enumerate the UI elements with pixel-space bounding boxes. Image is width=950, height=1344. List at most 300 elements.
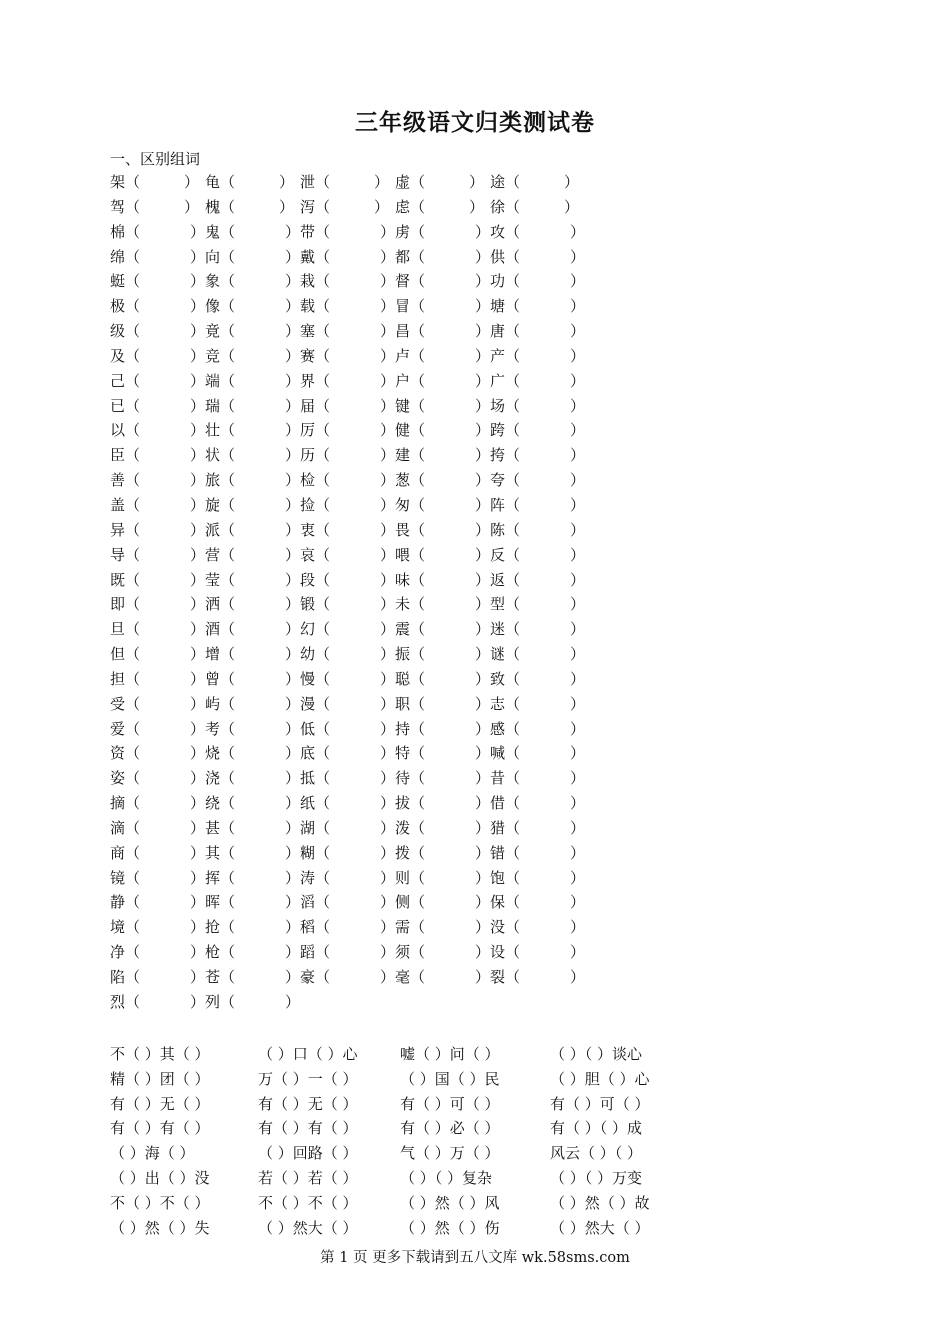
blank-close-paren[interactable]: ）	[285, 297, 301, 316]
blank-close-paren[interactable]: ）	[380, 396, 396, 415]
blank-close-paren[interactable]: ）	[475, 645, 491, 664]
page-footer: 第 1 页 更多下载请到五八文库 wk.58sms.com	[320, 1250, 630, 1266]
word-char: 纸（	[300, 794, 331, 813]
blank-close-paren[interactable]: ）	[380, 694, 396, 713]
blank-close-paren[interactable]: ）	[469, 173, 485, 191]
blank-close-paren[interactable]: ）	[285, 918, 301, 937]
blank-close-paren[interactable]: ）	[190, 595, 206, 614]
word-char: 毫（	[395, 968, 426, 986]
blank-close-paren[interactable]: ）	[570, 520, 586, 539]
blank-close-paren[interactable]: ）	[279, 197, 295, 216]
blank-close-paren[interactable]: ）	[380, 719, 396, 738]
blank-close-paren[interactable]: ）	[190, 396, 206, 415]
blank-close-paren[interactable]: ）	[285, 346, 301, 365]
idiom-blank[interactable]: 精（ ）团（ ）	[110, 1069, 210, 1088]
blank-close-paren[interactable]: ）	[570, 645, 586, 664]
word-char: 泄（	[300, 173, 331, 191]
blank-close-paren[interactable]: ）	[570, 346, 586, 365]
blank-close-paren[interactable]: ）	[285, 446, 301, 465]
word-char: 极（	[110, 297, 141, 316]
blank-close-paren[interactable]: ）	[380, 620, 396, 639]
word-char: 糊（	[300, 843, 331, 862]
word-char: 功（	[490, 272, 521, 291]
blank-close-paren[interactable]: ）	[475, 247, 491, 266]
word-char: 猎（	[490, 818, 521, 837]
blank-close-paren[interactable]: ）	[285, 222, 301, 241]
blank-close-paren[interactable]: ）	[190, 520, 206, 539]
blank-close-paren[interactable]: ）	[380, 918, 396, 937]
blank-close-paren[interactable]: ）	[285, 421, 301, 440]
blank-close-paren[interactable]: ）	[475, 272, 491, 291]
blank-close-paren[interactable]: ）	[285, 744, 301, 763]
word-char: 饱（	[490, 868, 521, 887]
blank-close-paren[interactable]: ）	[285, 471, 301, 490]
blank-close-paren[interactable]: ）	[285, 371, 301, 390]
blank-close-paren[interactable]: ）	[570, 719, 586, 738]
blank-close-paren[interactable]: ）	[475, 570, 491, 589]
blank-close-paren[interactable]: ）	[380, 421, 396, 440]
blank-close-paren[interactable]: ）	[380, 222, 396, 241]
word-char: 带（	[300, 222, 331, 241]
blank-close-paren[interactable]: ）	[380, 669, 396, 688]
blank-close-paren[interactable]: ）	[570, 421, 586, 440]
blank-close-paren[interactable]: ）	[380, 968, 396, 986]
word-char: 捡（	[300, 495, 331, 514]
idiom-blank[interactable]: （ ）然大（ ）	[258, 1218, 358, 1237]
word-char: 导（	[110, 545, 141, 564]
blank-close-paren[interactable]: ）	[190, 471, 206, 490]
blank-close-paren[interactable]: ）	[380, 570, 396, 589]
blank-close-paren[interactable]: ）	[190, 247, 206, 266]
word-char: 徐（	[490, 197, 521, 216]
idiom-blank[interactable]: （ ）然大（ ）	[550, 1218, 650, 1237]
blank-close-paren[interactable]: ）	[190, 297, 206, 316]
blank-close-paren[interactable]: ）	[374, 197, 390, 216]
word-char: 错（	[490, 843, 521, 862]
word-char: 抢（	[205, 918, 236, 937]
blank-close-paren[interactable]: ）	[475, 694, 491, 713]
blank-close-paren[interactable]: ）	[570, 918, 586, 937]
word-char: 烈（	[110, 992, 141, 1011]
blank-close-paren[interactable]: ）	[380, 645, 396, 664]
word-char: 滔（	[300, 893, 331, 912]
word-char: 特（	[395, 744, 426, 763]
blank-close-paren[interactable]: ）	[190, 371, 206, 390]
blank-close-paren[interactable]: ）	[285, 968, 301, 986]
blank-close-paren[interactable]: ）	[570, 744, 586, 763]
word-char: 味（	[395, 570, 426, 589]
blank-close-paren[interactable]: ）	[285, 669, 301, 688]
word-char: 蹈（	[300, 943, 331, 962]
blank-close-paren[interactable]: ）	[190, 918, 206, 937]
idiom-blank[interactable]: 有（ ）有（ ）	[258, 1119, 358, 1138]
word-char: 夸（	[490, 471, 521, 490]
word-char: 像（	[205, 297, 236, 316]
word-char: 镜（	[110, 868, 141, 887]
word-char: 需（	[395, 918, 426, 937]
idiom-blank[interactable]: 有（ ）无（ ）	[110, 1094, 210, 1113]
blank-close-paren[interactable]: ）	[184, 173, 200, 191]
blank-close-paren[interactable]: ）	[475, 794, 491, 813]
blank-close-paren[interactable]: ）	[285, 247, 301, 266]
idiom-blank[interactable]: 不（ ）不（ ）	[110, 1193, 210, 1212]
blank-close-paren[interactable]: ）	[380, 297, 396, 316]
blank-close-paren[interactable]: ）	[570, 669, 586, 688]
idiom-blank[interactable]: 气（ ）万（ ）	[400, 1144, 500, 1163]
word-char: 昔（	[490, 769, 521, 788]
blank-close-paren[interactable]: ）	[570, 570, 586, 589]
idiom-blank[interactable]: 不（ ）不（ ）	[258, 1193, 358, 1212]
word-char: 低（	[300, 719, 331, 738]
idiom-blank[interactable]: 有（ ）必（ ）	[400, 1119, 500, 1138]
blank-close-paren[interactable]: ）	[190, 545, 206, 564]
blank-close-paren[interactable]: ）	[570, 769, 586, 788]
blank-close-paren[interactable]: ）	[190, 421, 206, 440]
blank-close-paren[interactable]: ）	[190, 272, 206, 291]
word-char: 键（	[395, 396, 426, 415]
blank-close-paren[interactable]: ）	[475, 744, 491, 763]
word-char: 级（	[110, 322, 141, 341]
word-char: 稻（	[300, 918, 331, 937]
blank-close-paren[interactable]: ）	[570, 868, 586, 887]
idiom-blank[interactable]: （ ）然（ ）失	[110, 1218, 210, 1237]
word-char: 驾（	[110, 197, 141, 216]
word-char: 唐（	[490, 322, 521, 341]
blank-close-paren[interactable]: ）	[469, 197, 485, 216]
word-char: 摘（	[110, 794, 141, 813]
word-char: 虚（	[395, 173, 426, 191]
blank-close-paren[interactable]: ）	[380, 545, 396, 564]
word-char: 其（	[205, 843, 236, 862]
word-char: 受（	[110, 694, 141, 713]
word-char: 阵（	[490, 495, 521, 514]
word-char: 以（	[110, 421, 141, 440]
word-char: 端（	[205, 371, 236, 390]
idiom-blank[interactable]: （ ）回路（ ）	[258, 1144, 358, 1163]
blank-close-paren[interactable]: ）	[380, 595, 396, 614]
word-char: 督（	[395, 272, 426, 291]
blank-close-paren[interactable]: ）	[190, 346, 206, 365]
blank-close-paren[interactable]: ）	[564, 173, 580, 191]
word-char: 状（	[205, 446, 236, 465]
blank-close-paren[interactable]: ）	[475, 346, 491, 365]
word-char: 栽（	[300, 272, 331, 291]
word-char: 裂（	[490, 968, 521, 986]
idiom-blank[interactable]: 有（ ）有（ ）	[110, 1119, 210, 1138]
idiom-blank[interactable]: （ ）然（ ）伤	[400, 1218, 500, 1237]
blank-close-paren[interactable]: ）	[285, 818, 301, 837]
idiom-blank[interactable]: 若（ ）若（ ）	[258, 1168, 358, 1187]
blank-close-paren[interactable]: ）	[570, 595, 586, 614]
blank-close-paren[interactable]: ）	[190, 719, 206, 738]
idiom-blank[interactable]: （ ）口（ ）心	[258, 1045, 358, 1063]
word-char: 已（	[110, 396, 141, 415]
word-char: 滴（	[110, 818, 141, 837]
word-char: 赛（	[300, 346, 331, 365]
blank-close-paren[interactable]: ）	[190, 893, 206, 912]
blank-close-paren[interactable]: ）	[190, 769, 206, 788]
blank-close-paren[interactable]: ）	[570, 943, 586, 962]
blank-close-paren[interactable]: ）	[380, 520, 396, 539]
blank-close-paren[interactable]: ）	[380, 322, 396, 341]
blank-close-paren[interactable]: ）	[285, 396, 301, 415]
word-char: 瑞（	[205, 396, 236, 415]
blank-close-paren[interactable]: ）	[380, 346, 396, 365]
blank-close-paren[interactable]: ）	[570, 620, 586, 639]
blank-close-paren[interactable]: ）	[570, 222, 586, 241]
word-char: 枪（	[205, 943, 236, 962]
word-char: 届（	[300, 396, 331, 415]
blank-close-paren[interactable]: ）	[475, 818, 491, 837]
blank-close-paren[interactable]: ）	[380, 471, 396, 490]
blank-close-paren[interactable]: ）	[475, 868, 491, 887]
word-char: 曾（	[205, 669, 236, 688]
blank-close-paren[interactable]: ）	[285, 645, 301, 664]
blank-close-paren[interactable]: ）	[190, 645, 206, 664]
blank-close-paren[interactable]: ）	[475, 968, 491, 986]
blank-close-paren[interactable]: ）	[570, 794, 586, 813]
idiom-blank[interactable]: 不（ ）其（ ）	[110, 1045, 210, 1063]
word-char: 户（	[395, 371, 426, 390]
word-char: 畏（	[395, 520, 426, 539]
blank-close-paren[interactable]: ）	[475, 719, 491, 738]
blank-close-paren[interactable]: ）	[279, 173, 295, 191]
blank-close-paren[interactable]: ）	[475, 669, 491, 688]
word-char: 抵（	[300, 769, 331, 788]
blank-close-paren[interactable]: ）	[475, 769, 491, 788]
word-char: 都（	[395, 247, 426, 266]
word-char: 建（	[395, 446, 426, 465]
word-char: 象（	[205, 272, 236, 291]
blank-close-paren[interactable]: ）	[380, 943, 396, 962]
word-char: 须（	[395, 943, 426, 962]
idiom-blank[interactable]: 有（ ）（ ）成	[550, 1119, 643, 1138]
blank-close-paren[interactable]: ）	[190, 694, 206, 713]
blank-close-paren[interactable]: ）	[190, 322, 206, 341]
blank-close-paren[interactable]: ）	[570, 694, 586, 713]
blank-close-paren[interactable]: ）	[190, 818, 206, 837]
idiom-blank[interactable]: （ ）海（ ）	[110, 1144, 195, 1163]
blank-close-paren[interactable]: ）	[570, 396, 586, 415]
blank-close-paren[interactable]: ）	[475, 495, 491, 514]
blank-close-paren[interactable]: ）	[285, 992, 301, 1011]
idiom-blank[interactable]: 风云（ ）（ ）	[550, 1144, 643, 1163]
blank-close-paren[interactable]: ）	[380, 843, 396, 862]
idiom-blank[interactable]: （ ）（ ）万变	[550, 1168, 643, 1187]
blank-close-paren[interactable]: ）	[475, 297, 491, 316]
idiom-blank[interactable]: （ ）然（ ）风	[400, 1193, 500, 1212]
page-title: 三年级语文归类测试卷	[355, 109, 595, 136]
word-char: 持（	[395, 719, 426, 738]
word-char: 戴（	[300, 247, 331, 266]
word-char: 迷（	[490, 620, 521, 639]
idiom-blank[interactable]: （ ）出（ ）没	[110, 1168, 210, 1187]
blank-close-paren[interactable]: ）	[475, 545, 491, 564]
blank-close-paren[interactable]: ）	[475, 595, 491, 614]
word-char: 苍（	[205, 968, 236, 986]
blank-close-paren[interactable]: ）	[190, 570, 206, 589]
section-heading: 一、区别组词	[110, 150, 201, 168]
word-char: 虏（	[395, 222, 426, 241]
word-char: 历（	[300, 446, 331, 465]
blank-close-paren[interactable]: ）	[475, 520, 491, 539]
word-char: 担（	[110, 669, 141, 688]
blank-close-paren[interactable]: ）	[570, 843, 586, 862]
word-char: 壮（	[205, 421, 236, 440]
idiom-blank[interactable]: （ ）国（ ）民	[400, 1069, 500, 1088]
word-char: 资（	[110, 744, 141, 763]
blank-close-paren[interactable]: ）	[190, 868, 206, 887]
idiom-blank[interactable]: 万（ ）一（ ）	[258, 1069, 358, 1088]
word-char: 侧（	[395, 893, 426, 912]
word-char: 蜓（	[110, 272, 141, 291]
blank-close-paren[interactable]: ）	[380, 794, 396, 813]
blank-close-paren[interactable]: ）	[190, 495, 206, 514]
blank-close-paren[interactable]: ）	[380, 446, 396, 465]
blank-close-paren[interactable]: ）	[475, 371, 491, 390]
blank-close-paren[interactable]: ）	[190, 446, 206, 465]
blank-close-paren[interactable]: ）	[184, 197, 200, 216]
blank-close-paren[interactable]: ）	[380, 744, 396, 763]
blank-close-paren[interactable]: ）	[380, 247, 396, 266]
blank-close-paren[interactable]: ）	[475, 471, 491, 490]
blank-close-paren[interactable]: ）	[475, 620, 491, 639]
idiom-blank[interactable]: 嘘（ ）问（ ）	[400, 1045, 500, 1063]
blank-close-paren[interactable]: ）	[285, 893, 301, 912]
blank-close-paren[interactable]: ）	[475, 396, 491, 415]
blank-close-paren[interactable]: ）	[285, 620, 301, 639]
blank-close-paren[interactable]: ）	[374, 173, 390, 191]
word-char: 喊（	[490, 744, 521, 763]
blank-close-paren[interactable]: ）	[475, 843, 491, 862]
blank-close-paren[interactable]: ）	[570, 322, 586, 341]
word-char: 衷（	[300, 520, 331, 539]
blank-close-paren[interactable]: ）	[380, 371, 396, 390]
word-char: 保（	[490, 893, 521, 912]
word-char: 浇（	[205, 769, 236, 788]
word-char: 塘（	[490, 297, 521, 316]
blank-close-paren[interactable]: ）	[285, 719, 301, 738]
word-char: 型（	[490, 595, 521, 614]
blank-close-paren[interactable]: ）	[475, 222, 491, 241]
blank-close-paren[interactable]: ）	[285, 794, 301, 813]
word-char: 震（	[395, 620, 426, 639]
blank-close-paren[interactable]: ）	[475, 421, 491, 440]
word-char: 塞（	[300, 322, 331, 341]
blank-close-paren[interactable]: ）	[285, 495, 301, 514]
word-char: 虑（	[395, 197, 426, 216]
word-char: 昌（	[395, 322, 426, 341]
idiom-blank[interactable]: （ ）（ ）谈心	[550, 1045, 643, 1063]
word-char: 静（	[110, 893, 141, 912]
blank-close-paren[interactable]: ）	[190, 669, 206, 688]
word-char: 考（	[205, 719, 236, 738]
word-char: 锻（	[300, 595, 331, 614]
blank-close-paren[interactable]: ）	[564, 197, 580, 216]
word-char: 异（	[110, 520, 141, 539]
word-char: 拔（	[395, 794, 426, 813]
blank-close-paren[interactable]: ）	[570, 968, 586, 986]
word-char: 广（	[490, 371, 521, 390]
blank-close-paren[interactable]: ）	[570, 545, 586, 564]
blank-close-paren[interactable]: ）	[285, 769, 301, 788]
blank-close-paren[interactable]: ）	[570, 297, 586, 316]
blank-close-paren[interactable]: ）	[570, 272, 586, 291]
idiom-blank[interactable]: （ ）然（ ）故	[550, 1193, 650, 1212]
blank-close-paren[interactable]: ）	[285, 694, 301, 713]
idiom-blank[interactable]: 有（ ）可（ ）	[550, 1094, 650, 1113]
blank-close-paren[interactable]: ）	[570, 893, 586, 912]
blank-close-paren[interactable]: ）	[190, 992, 206, 1011]
blank-close-paren[interactable]: ）	[285, 868, 301, 887]
blank-close-paren[interactable]: ）	[570, 471, 586, 490]
blank-close-paren[interactable]: ）	[285, 843, 301, 862]
blank-close-paren[interactable]: ）	[380, 769, 396, 788]
word-char: 莹（	[205, 570, 236, 589]
blank-close-paren[interactable]: ）	[190, 222, 206, 241]
blank-close-paren[interactable]: ）	[475, 918, 491, 937]
word-char: 攻（	[490, 222, 521, 241]
word-char: 向（	[205, 247, 236, 266]
idiom-blank[interactable]: （ ）（ ）复杂	[400, 1168, 493, 1187]
blank-close-paren[interactable]: ）	[190, 843, 206, 862]
blank-close-paren[interactable]: ）	[475, 943, 491, 962]
blank-close-paren[interactable]: ）	[475, 893, 491, 912]
blank-close-paren[interactable]: ）	[570, 495, 586, 514]
blank-close-paren[interactable]: ）	[190, 968, 206, 986]
blank-close-paren[interactable]: ）	[475, 322, 491, 341]
blank-close-paren[interactable]: ）	[475, 446, 491, 465]
blank-close-paren[interactable]: ）	[190, 620, 206, 639]
word-char: 鬼（	[205, 222, 236, 241]
blank-close-paren[interactable]: ）	[570, 446, 586, 465]
word-char: 场（	[490, 396, 521, 415]
blank-close-paren[interactable]: ）	[190, 943, 206, 962]
blank-close-paren[interactable]: ）	[380, 495, 396, 514]
word-char: 底（	[300, 744, 331, 763]
blank-close-paren[interactable]: ）	[570, 371, 586, 390]
word-char: 途（	[490, 173, 521, 191]
word-char: 派（	[205, 520, 236, 539]
blank-close-paren[interactable]: ）	[285, 322, 301, 341]
blank-close-paren[interactable]: ）	[380, 893, 396, 912]
blank-close-paren[interactable]: ）	[380, 818, 396, 837]
word-char: 晖（	[205, 893, 236, 912]
blank-close-paren[interactable]: ）	[285, 595, 301, 614]
blank-close-paren[interactable]: ）	[285, 943, 301, 962]
blank-close-paren[interactable]: ）	[190, 744, 206, 763]
idiom-blank[interactable]: （ ）胆（ ）心	[550, 1069, 650, 1088]
blank-close-paren[interactable]: ）	[285, 570, 301, 589]
blank-close-paren[interactable]: ）	[380, 272, 396, 291]
word-char: 陷（	[110, 968, 141, 986]
blank-close-paren[interactable]: ）	[190, 794, 206, 813]
word-char: 产（	[490, 346, 521, 365]
word-char: 感（	[490, 719, 521, 738]
blank-close-paren[interactable]: ）	[285, 545, 301, 564]
word-char: 豪（	[300, 968, 331, 986]
blank-close-paren[interactable]: ）	[570, 818, 586, 837]
word-char: 幼（	[300, 645, 331, 664]
blank-close-paren[interactable]: ）	[285, 272, 301, 291]
idiom-blank[interactable]: 有（ ）可（ ）	[400, 1094, 500, 1113]
word-char: 竞（	[205, 346, 236, 365]
blank-close-paren[interactable]: ）	[285, 520, 301, 539]
blank-close-paren[interactable]: ）	[380, 868, 396, 887]
idiom-blank[interactable]: 有（ ）无（ ）	[258, 1094, 358, 1113]
word-char: 没（	[490, 918, 521, 937]
blank-close-paren[interactable]: ）	[570, 247, 586, 266]
